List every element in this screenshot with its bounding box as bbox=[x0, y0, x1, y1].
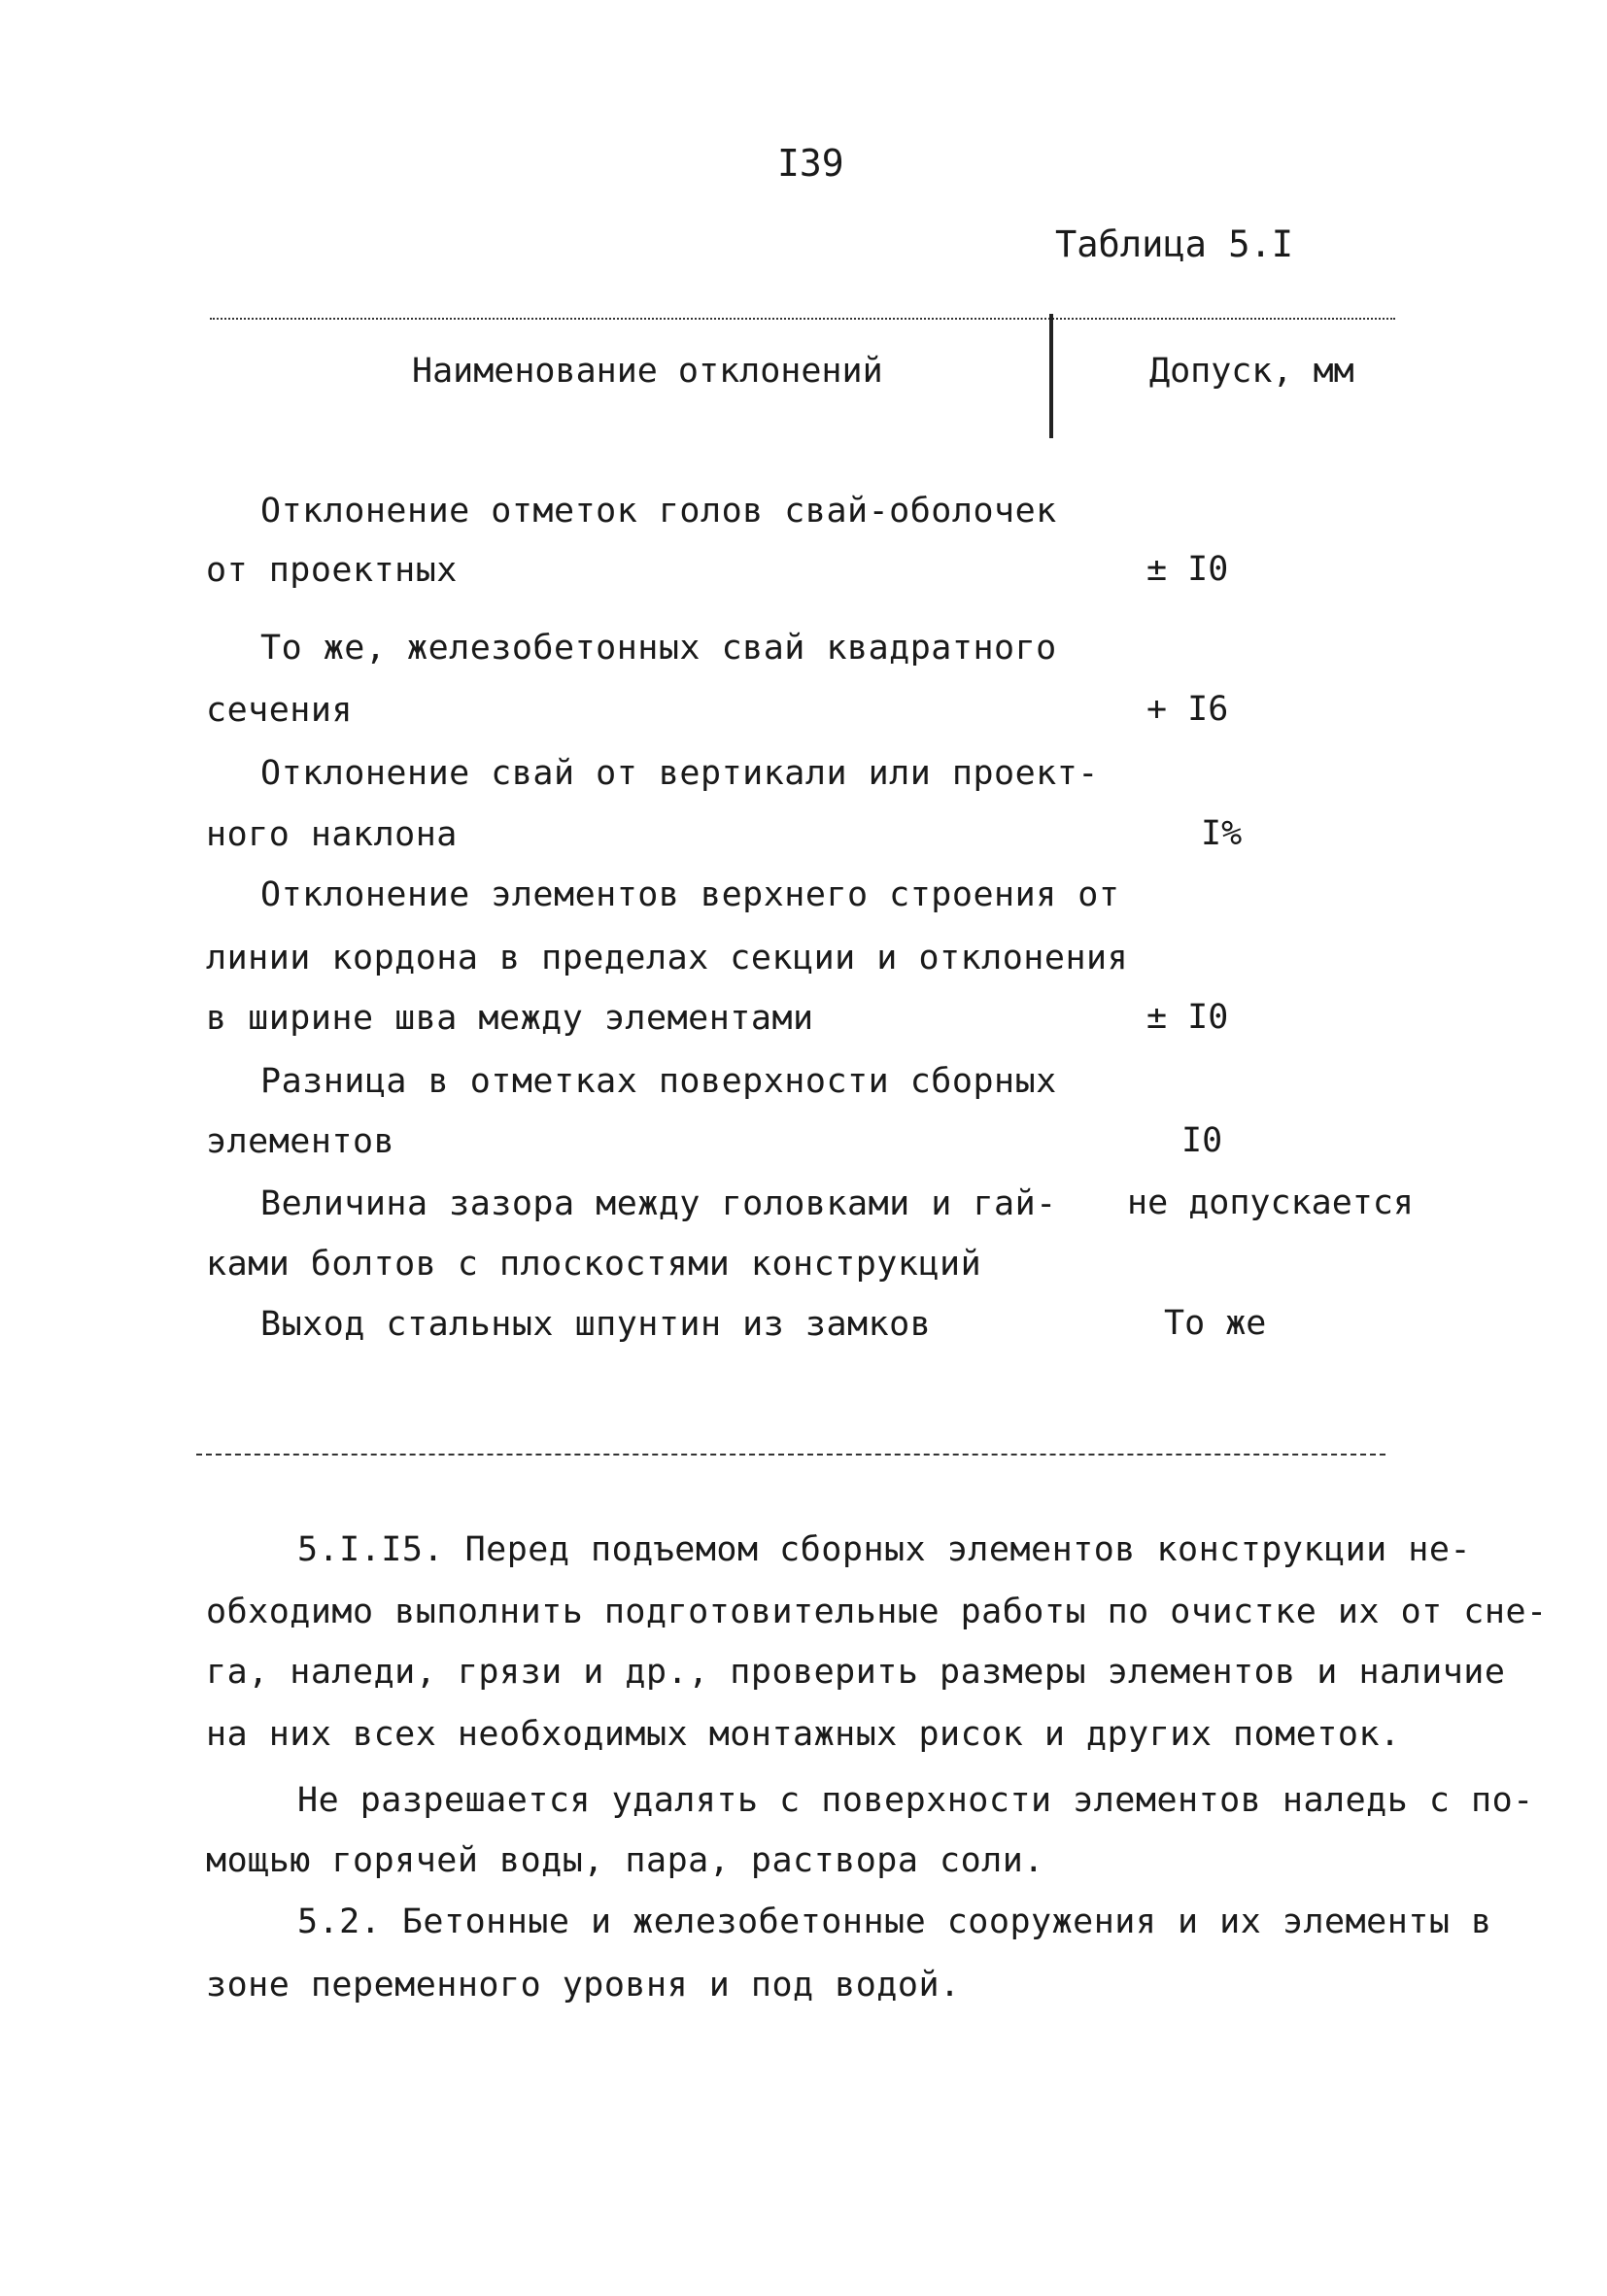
header-deviation-name: Наименование отклонений bbox=[412, 352, 883, 391]
row-4-line-1: Отклонение элементов верхнего строения от bbox=[260, 875, 1120, 914]
paragraph-1-line-2: обходимо выполнить подготовительные работы по очистке их от сне- bbox=[206, 1593, 1548, 1631]
table-top-rule bbox=[210, 318, 1395, 320]
row-5-line-2: элементов bbox=[206, 1122, 395, 1161]
row-4-line-3: в ширине шва между элементами bbox=[206, 999, 814, 1038]
paragraph-3-line-1: 5.2. Бетонные и железобетонные сооружения и их элементы в bbox=[297, 1902, 1492, 1941]
paragraph-3-line-2: зоне переменного уровня и под водой. bbox=[206, 1966, 961, 2005]
row-6-tolerance: не допускается bbox=[1127, 1183, 1415, 1222]
paragraph-2-line-1: Не разрешается удалять с поверхности элементов наледь с по- bbox=[297, 1781, 1534, 1820]
row-2-tolerance: + I6 bbox=[1146, 690, 1229, 729]
row-7-tolerance: То же bbox=[1164, 1304, 1267, 1343]
row-5-line-1: Разница в отметках поверхности сборных bbox=[260, 1062, 1057, 1101]
row-1-line-1: Отклонение отметок голов свай-оболочек bbox=[260, 492, 1057, 531]
row-5-tolerance: I0 bbox=[1181, 1121, 1223, 1160]
row-2-line-1: То же, железобетонных свай квадратного bbox=[260, 629, 1057, 668]
header-column-separator bbox=[1049, 314, 1053, 438]
row-3-tolerance: I% bbox=[1201, 814, 1243, 853]
row-1-line-2: от проектных bbox=[206, 551, 458, 590]
paragraph-1-line-3: га, наледи, грязи и др., проверить размеры элементов и наличие bbox=[206, 1653, 1506, 1692]
header-tolerance: Допуск, мм bbox=[1149, 352, 1354, 391]
row-3-line-1: Отклонение свай от вертикали или проект- bbox=[260, 754, 1099, 793]
row-6-line-1: Величина зазора между головками и гай- bbox=[260, 1184, 1057, 1223]
paragraph-2-line-2: мощью горячей воды, пара, раствора соли. bbox=[206, 1841, 1044, 1880]
page-number: I39 bbox=[777, 142, 844, 185]
paragraph-1-line-1: 5.I.I5. Перед подъемом сборных элементов конструкции не- bbox=[297, 1530, 1472, 1569]
table-caption: Таблица 5.I bbox=[1055, 223, 1294, 265]
row-6-line-2: ками болтов с плоскостями конструкций bbox=[206, 1245, 982, 1284]
row-4-line-2: линии кордона в пределах секции и отклонения bbox=[206, 939, 1129, 977]
table-bottom-rule bbox=[196, 1454, 1385, 1456]
row-2-line-2: сечения bbox=[206, 691, 354, 730]
row-1-tolerance: ± I0 bbox=[1146, 550, 1229, 589]
row-4-tolerance: ± I0 bbox=[1146, 998, 1229, 1037]
paragraph-1-line-4: на них всех необходимых монтажных рисок и других пометок. bbox=[206, 1715, 1401, 1754]
row-7-line-1: Выход стальных шпунтин из замков bbox=[260, 1305, 932, 1344]
row-3-line-2: ного наклона bbox=[206, 815, 458, 854]
